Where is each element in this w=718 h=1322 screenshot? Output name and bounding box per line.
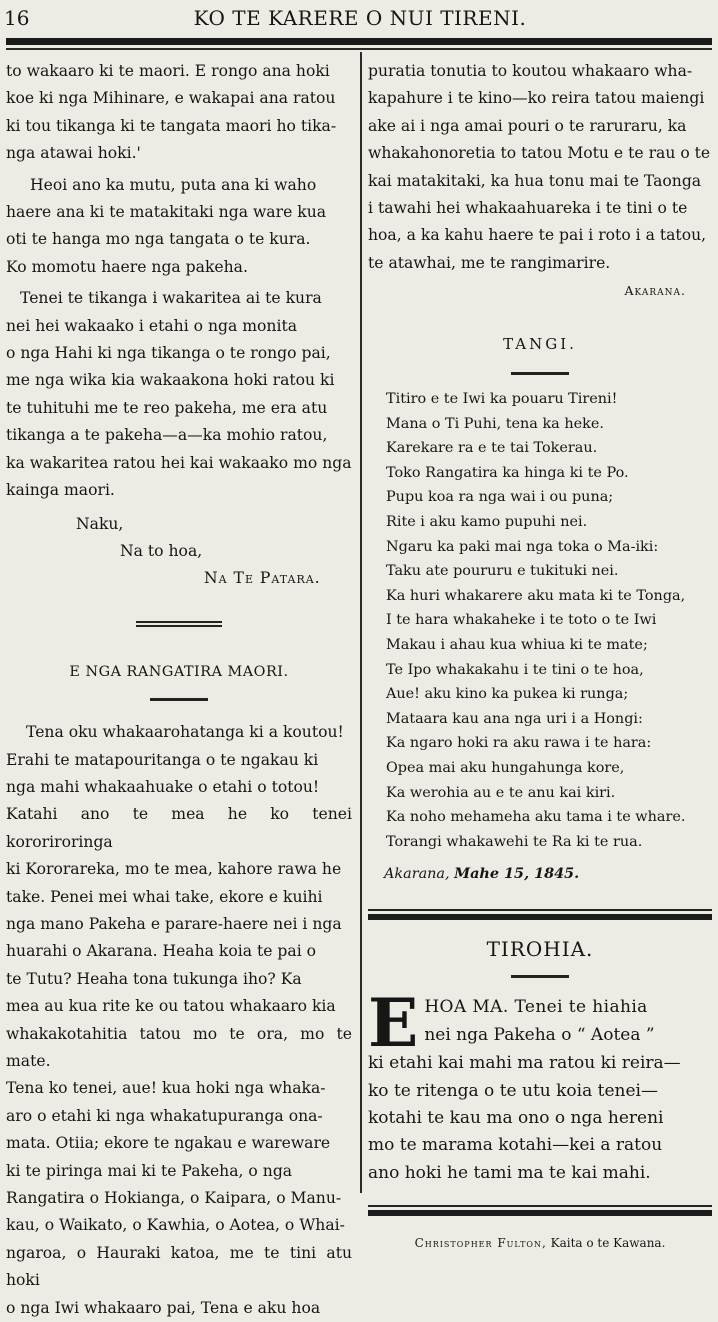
printer-name: Christopher Fulton, bbox=[414, 1236, 547, 1251]
poem-line: Te Ipo whakakahu i te tini o te hoa, bbox=[386, 661, 644, 678]
text-line: Ko momotu haere nga pakeha. bbox=[6, 257, 248, 276]
text-line: whakahonoretia to tatou Motu e te rau o te bbox=[368, 144, 711, 163]
paragraph bbox=[6, 719, 352, 1322]
text-line: whakakotahitia tatou mo te ora, mo te mate. bbox=[6, 1024, 352, 1070]
text-line: mo te marama kotahi—kei a ratou bbox=[368, 1135, 663, 1156]
poem-line: Ka ngaro hoki ra aku rawa i te hara: bbox=[386, 735, 652, 752]
text-line: tikanga a te pakeha—a—ka mohio ratou, bbox=[6, 426, 328, 445]
text-line: Erahi te matapouritanga o te ngakau ki bbox=[6, 750, 319, 769]
text-line: o nga Hahi ki nga tikanga o te rongo pai, bbox=[6, 344, 331, 363]
text-line: oti te hanga mo nga tangata o te kura. bbox=[6, 230, 311, 249]
dateline bbox=[368, 860, 712, 888]
continued-text bbox=[368, 58, 712, 277]
signature-hoa: Na to hoa, bbox=[120, 541, 203, 560]
text-line: haere ana ki te matakitaki nga ware kua bbox=[6, 203, 327, 222]
text-line: Rangatira o Hokianga, o Kaipara, o Manu- bbox=[6, 1189, 342, 1208]
text-line: kapahure i te kino—ko reira tatou maiengi bbox=[368, 89, 705, 108]
text-line: ki tou tikanga ki te tangata maori ho tika- bbox=[6, 116, 337, 135]
printer-imprint bbox=[368, 1230, 712, 1257]
text-line: o nga Iwi whakaaro pai, Tena e aku hoa bbox=[6, 1298, 321, 1317]
signature-author: Na Te Patara. bbox=[204, 569, 321, 588]
text-line: me nga wika kia wakaakona hoki ratou ki bbox=[6, 371, 335, 390]
text-line: nga atawai hoki.' bbox=[6, 144, 141, 163]
text-line: hoa, a ka kahu haere te pai i roto i a tatou, bbox=[368, 226, 707, 245]
drop-cap: E bbox=[368, 984, 419, 1063]
poem-line: Makau i ahau kua whiua ki te mate; bbox=[386, 637, 648, 653]
section-heading-tirohia: TIROHIA. bbox=[486, 936, 594, 961]
dateline-date: Mahe 15, 1845. bbox=[454, 865, 580, 883]
text-line: kai matakitaki, ka hua tonu mai te Taonga bbox=[368, 171, 702, 190]
page-number: 16 bbox=[4, 6, 30, 30]
text-line: ka wakaritea ratou hei kai wakaako mo nga bbox=[6, 453, 352, 472]
header-rule-thick bbox=[6, 38, 712, 45]
section-heading-tangi: TANGI. bbox=[503, 334, 577, 353]
poem-line: Ka huri whakarere aku mata ki te Tonga, bbox=[386, 587, 686, 604]
text-line: Heoi ano ka mutu, puta ana ki waho bbox=[30, 175, 317, 194]
text-line: HOA MA. Tenei te hiahia bbox=[424, 997, 648, 1018]
poem-line: Karekare ra e te tai Tokerau. bbox=[386, 440, 598, 457]
text-line: Tenei te tikanga i wakaritea ai te kura bbox=[20, 289, 322, 308]
header-rule-thin bbox=[6, 48, 712, 50]
printer-role: Kaita o te Kawana. bbox=[550, 1236, 666, 1251]
poem-line: Titiro e te Iwi ka pouaru Tireni! bbox=[386, 391, 618, 408]
column-divider bbox=[360, 52, 362, 1193]
text-line: te tuhituhi me te reo pakeha, me era atu bbox=[6, 398, 328, 417]
text-line: nei hei wakaako i etahi o nga monita bbox=[6, 316, 298, 335]
text-line: koe ki nga Mihinare, e wakapai ana ratou bbox=[6, 89, 336, 108]
paragraph bbox=[6, 285, 352, 504]
text-line: Tena oku whakaarohatanga ki a koutou! bbox=[26, 723, 344, 742]
poem-line: Mana o Ti Puhi, tena ka heke. bbox=[386, 415, 604, 432]
poem-line: Pupu koa ra nga wai i ou puna; bbox=[386, 489, 614, 506]
text-line: ngaroa, o Hauraki katoa, me te tini atu hoki bbox=[6, 1243, 352, 1290]
text-line: nga mahi whakaahuake o etahi o totou! bbox=[6, 777, 320, 796]
paragraph bbox=[6, 172, 352, 282]
text-line: nga mano Pakeha e parare-haere nei i nga bbox=[6, 914, 342, 933]
text-line: ano hoki he tami ma te kai mahi. bbox=[368, 1162, 651, 1183]
text-line: te Tutu? Heaha tona tukunga iho? Ka bbox=[6, 969, 302, 988]
section-heading: E NGA RANGATIRA MAORI. bbox=[69, 663, 289, 680]
text-line: kainga maori. bbox=[6, 481, 115, 500]
notice bbox=[368, 984, 712, 1187]
text-line: mea au kua rite ke ou tatou whakaaro kia bbox=[6, 997, 336, 1016]
text-line: mata. Otiia; ekore te ngakau e wareware bbox=[6, 1134, 331, 1153]
text-line: ki etahi kai mahi ma ratou ki reira— bbox=[368, 1053, 681, 1074]
text-line: Katahi ano te mea he ko tenei kororiroringa bbox=[6, 805, 352, 851]
text-line: ake ai i nga amai pouri o te raruraru, ka bbox=[368, 116, 687, 135]
running-title: KO TE KARERE O NUI TIRENI. bbox=[193, 6, 527, 30]
poem-line: Rite i aku kamo pupuhi nei. bbox=[386, 514, 588, 531]
text-line: to wakaaro ki te maori. E rongo ana hoki bbox=[6, 62, 330, 80]
text-line: ki Kororareka, mo te mea, kahore rawa he bbox=[6, 860, 342, 879]
poem-line: Ka werohia au e te anu kai kiri. bbox=[386, 784, 616, 801]
right-column bbox=[368, 58, 712, 1258]
text-line: kau, o Waikato, o Kawhia, o Aotea, o Whai- bbox=[6, 1216, 345, 1235]
poem-line: Aue! aku kino ka pukea ki runga; bbox=[386, 686, 629, 703]
poem-line: Ka noho mehameha aku tama i te whare. bbox=[386, 809, 686, 826]
text-line: kotahi te kau ma ono o nga hereni bbox=[368, 1107, 664, 1128]
poem-line: Taku ate poururu e tukituki nei. bbox=[386, 563, 619, 580]
text-line: ki te piringa mai ki te Pakeha, o nga bbox=[6, 1161, 293, 1180]
section-ornament bbox=[136, 619, 222, 631]
poem-line: Toko Rangatira ka hinga ki te Po. bbox=[386, 464, 629, 481]
continued-text bbox=[6, 58, 352, 168]
text-line: i tawahi hei whakaahuareka i te tini o te bbox=[368, 199, 688, 218]
left-column bbox=[6, 58, 352, 1322]
text-line: te atawhai, me te rangimarire. bbox=[368, 253, 611, 272]
text-line: ko te ritenga o te utu koia tenei— bbox=[368, 1080, 658, 1101]
text-line: take. Penei mei whai take, ekore e kuihi bbox=[6, 887, 323, 906]
poem-line: Torangi whakawehi te Ra ki te rua. bbox=[386, 833, 643, 850]
dateline-place: Akarana, bbox=[384, 866, 450, 883]
poem-line: I te hara whakaheke i te toto o te Iwi bbox=[386, 612, 657, 629]
text-line: huarahi o Akarana. Heaha koia te pai o bbox=[6, 942, 317, 961]
poem-line: Ngaru ka paki mai nga toka o Ma-iki: bbox=[386, 538, 659, 555]
poem-line: Mataara kau ana nga uri i a Hongi: bbox=[386, 710, 643, 727]
signature-naku: Naku, bbox=[76, 514, 124, 533]
poem-line: Opea mai aku hungahunga kore, bbox=[386, 759, 625, 776]
signature-akarana: Akarana. bbox=[624, 283, 686, 299]
text-line: aro o etahi ki nga whakatupuranga ona- bbox=[6, 1106, 323, 1125]
masthead bbox=[0, 0, 718, 36]
text-line: nei nga Pakeha o “ Aotea ” bbox=[424, 1024, 655, 1045]
poem bbox=[368, 387, 712, 854]
text-line: Tena ko tenei, aue! kua hoki nga whaka- bbox=[6, 1079, 326, 1098]
text-line: puratia tonutia to koutou whakaaro wha- bbox=[368, 62, 693, 80]
